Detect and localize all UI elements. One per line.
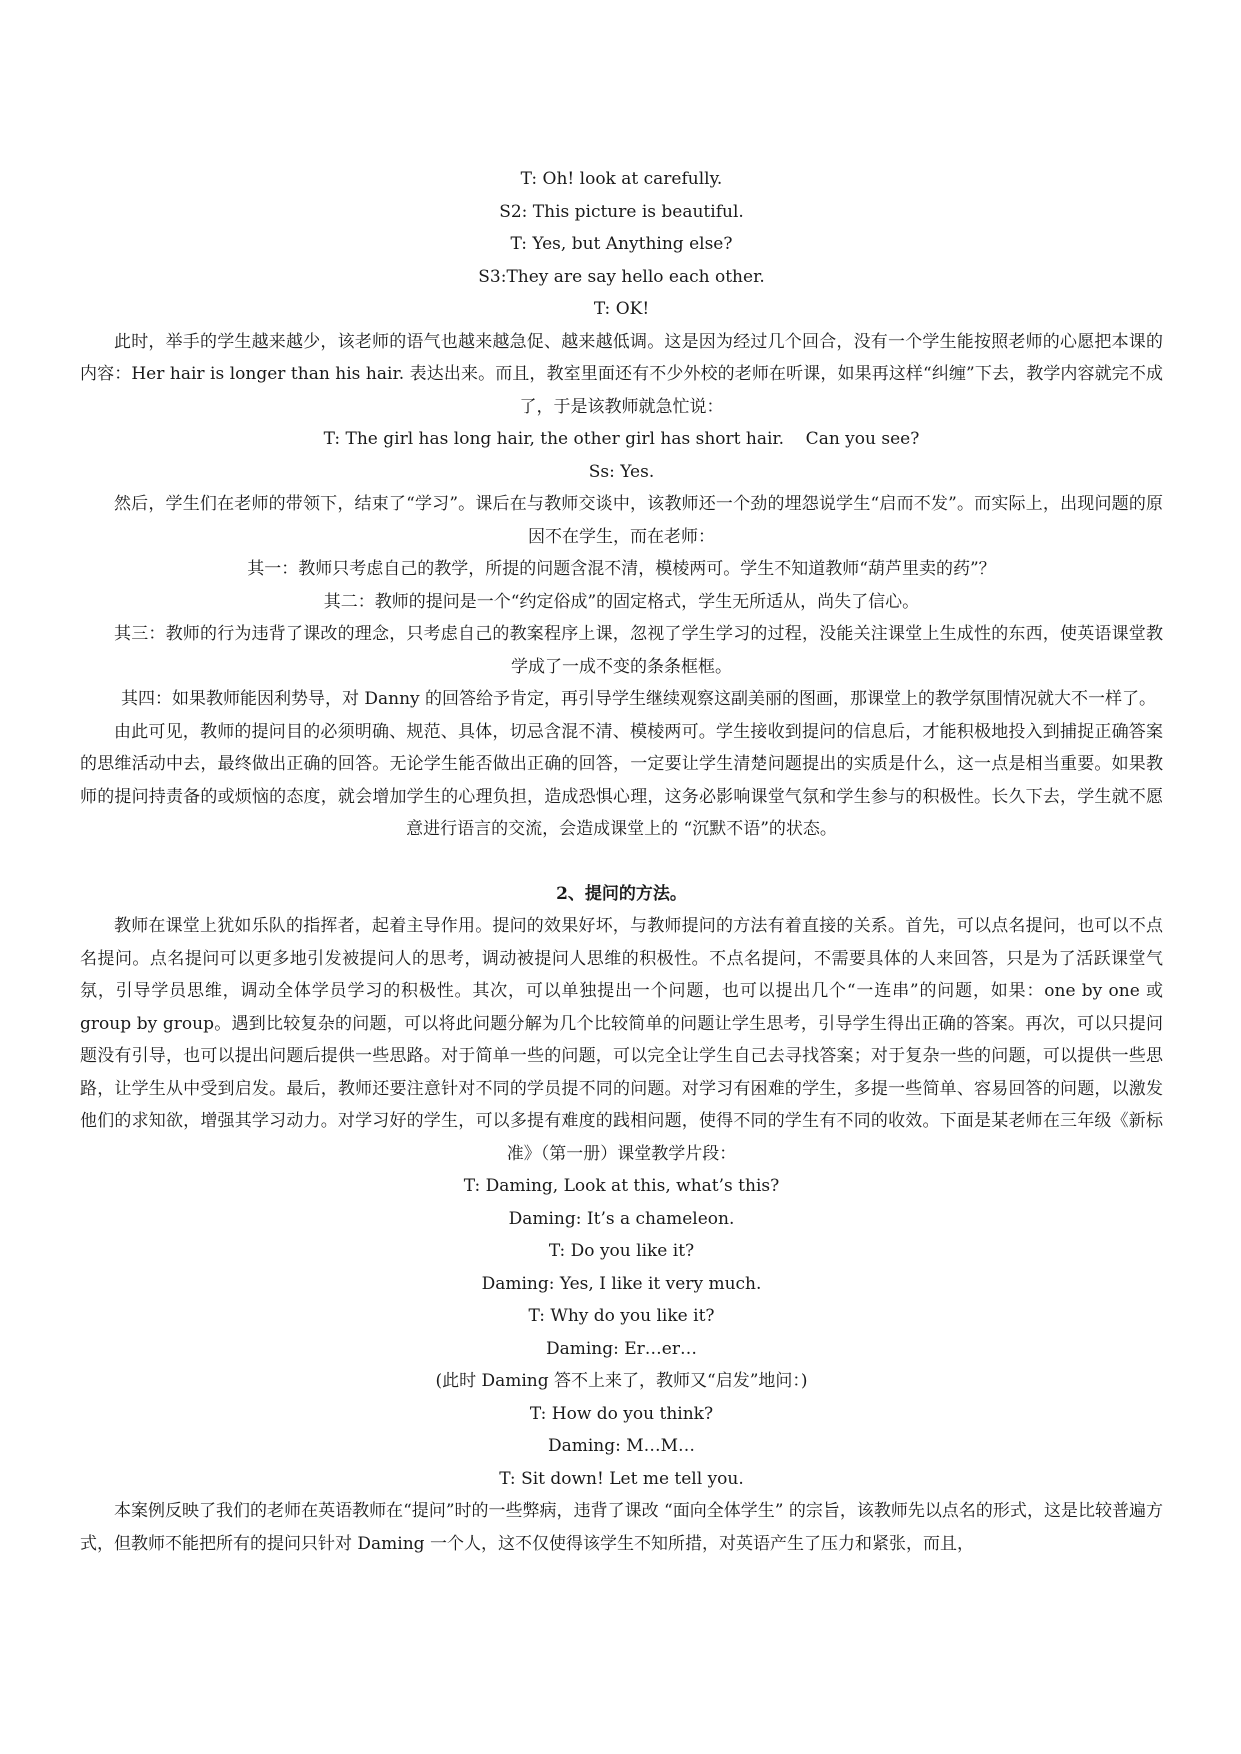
dialogue-line: T: Daming, Look at this, what’s this? <box>463 1176 780 1196</box>
dialogue-line: Daming: Er…er… <box>545 1338 697 1359</box>
paragraph: 教师在课堂上犹如乐队的指挥者，起着主导作用。提问的效果好坏，与教师提问的方法有着直接的关系。首先，可以点名提问，也可以不点名提问。点名提问可以更多地引发被提问人的思考，调动被提问人思维的积极性。不点名提问，不需要具体的人来回答，只是为了活跃课堂气氛，引导学员思维，调动全体学员学习的积极性。其次，可以单独提出一个问题，也可以提出几个“一连串”的问题，如果：one by one 或 group by group。遇到比较复杂的问题，可以将此问题分解为几个比较简单的问题让学生思考，引导学生得出正确的答案。再次，可以只提问题没有引导，也可以提出问题后提供一些思路。对于简单一些的问题，可以完全让学生自己去寻找答案；对于复杂一些的问题，可以提供一些思路，让学生从中受到启发。最后，教师还要注意针对不同的学员提不同的问题。对学习有困难的学生，多提一些简单、容易回答的问题，以激发他们的求知欲，增强其学习动力。对学习好的学生，可以多提有难度的践相问题，使得不同的学生有不同的收效。下面是某老师在三年级《新标准》（第一册）课堂教学片段： <box>80 916 1163 1164</box>
dialogue-line: S2: This picture is beautiful. <box>499 201 744 222</box>
reason-item: 其一：教师只考虑自己的教学，所提的问题含混不清，模棱两可。学生不知道教师“葫芦里卖的药”？ <box>247 559 996 579</box>
dialogue-line: Ss: Yes. <box>588 461 655 482</box>
dialogue-line: T: Yes, but Anything else? <box>510 234 733 254</box>
section-heading: 2、提问的方法。 <box>556 883 687 904</box>
dialogue-line: T: OK! <box>593 299 650 319</box>
dialogue-line: T: Sit down! Let me tell you. <box>499 1468 744 1489</box>
dialogue-line: S3:They are say hello each other. <box>478 266 765 287</box>
dialogue-line: Daming: Yes, I like it very much. <box>481 1273 762 1294</box>
paragraph: 由此可见，教师的提问目的必须明确、规范、具体，切忌含混不清、模棱两可。学生接收到提问的信息后，才能积极地投入到捕捉正确答案的思维活动中去，最终做出正确的回答。无论学生能否做出正确的回答，一定要让学生清楚问题提出的实质是什么，这一点是相当重要。如果教师的提问持责备的或烦恼的态度，就会增加学生的心理负担，造成恐惧心理，这务必影响课堂气氛和学生参与的积极性。长久下去，学生就不愿意进行语言的交流，会造成课堂上的 “沉默不语”的状态。 <box>80 721 1163 839</box>
reason-item: 其二：教师的提问是一个“约定俗成”的固定格式，学生无所适从，尚失了信心。 <box>323 591 920 612</box>
dialogue-line: T: The girl has long hair, the other girl has short hair. Can you see? <box>323 429 920 449</box>
dialogue-line: T: How do you think? <box>529 1403 714 1424</box>
dialogue-line: T: Why do you like it? <box>528 1306 715 1326</box>
paragraph: 此时，举手的学生越来越少，该老师的语气也越来越急促、越来越低调。这是因为经过几个回合，没有一个学生能按照老师的心愿把本课的内容：Her hair is longer than his hair. 表达出来。而且，教室里面还有不少外校的老师在听课，如果再这样“纠缠”下去，教学内容就完不成了，于是该教师就急忙说： <box>80 331 1163 417</box>
spacer <box>80 846 1163 878</box>
dialogue-line: Daming: M…M… <box>547 1436 696 1456</box>
document-body <box>80 163 1163 1560</box>
reason-item: 其三：教师的行为违背了课改的理念，只考虑自己的教案程序上课，忽视了学生学习的过程，没能关注课堂上生成性的东西，使英语课堂教学成了一成不变的条条框框。 <box>114 624 1163 677</box>
dialogue-line: (此时 Daming 答不上来了，教师又“启发”地问：) <box>435 1371 808 1391</box>
dialogue-line: Daming: It’s a chameleon. <box>508 1208 735 1229</box>
dialogue-line: T: Oh! look at carefully. <box>520 169 723 189</box>
paragraph: 然后，学生们在老师的带领下，结束了“学习”。课后在与教师交谈中，该教师还一个劲的埋怨说学生“启而不发”。而实际上，出现问题的原因不在学生，而在老师： <box>114 494 1163 547</box>
reason-item: 其四：如果教师能因利势导，对 Danny 的回答给予肯定，再引导学生继续观察这副美丽的图画，那课堂上的教学氛围情况就大不一样了。 <box>120 689 1157 709</box>
dialogue-line: T: Do you like it? <box>548 1241 695 1261</box>
paragraph: 本案例反映了我们的老师在英语教师在“提问”时的一些弊病，违背了课改 “面向全体学生” 的宗旨，该教师先以点名的形式，这是比较普遍方式，但教师不能把所有的提问只针对 Daming 一个人，这不仅使得该学生不知所措，对英语产生了压力和紧张，而且， <box>80 1501 1163 1554</box>
